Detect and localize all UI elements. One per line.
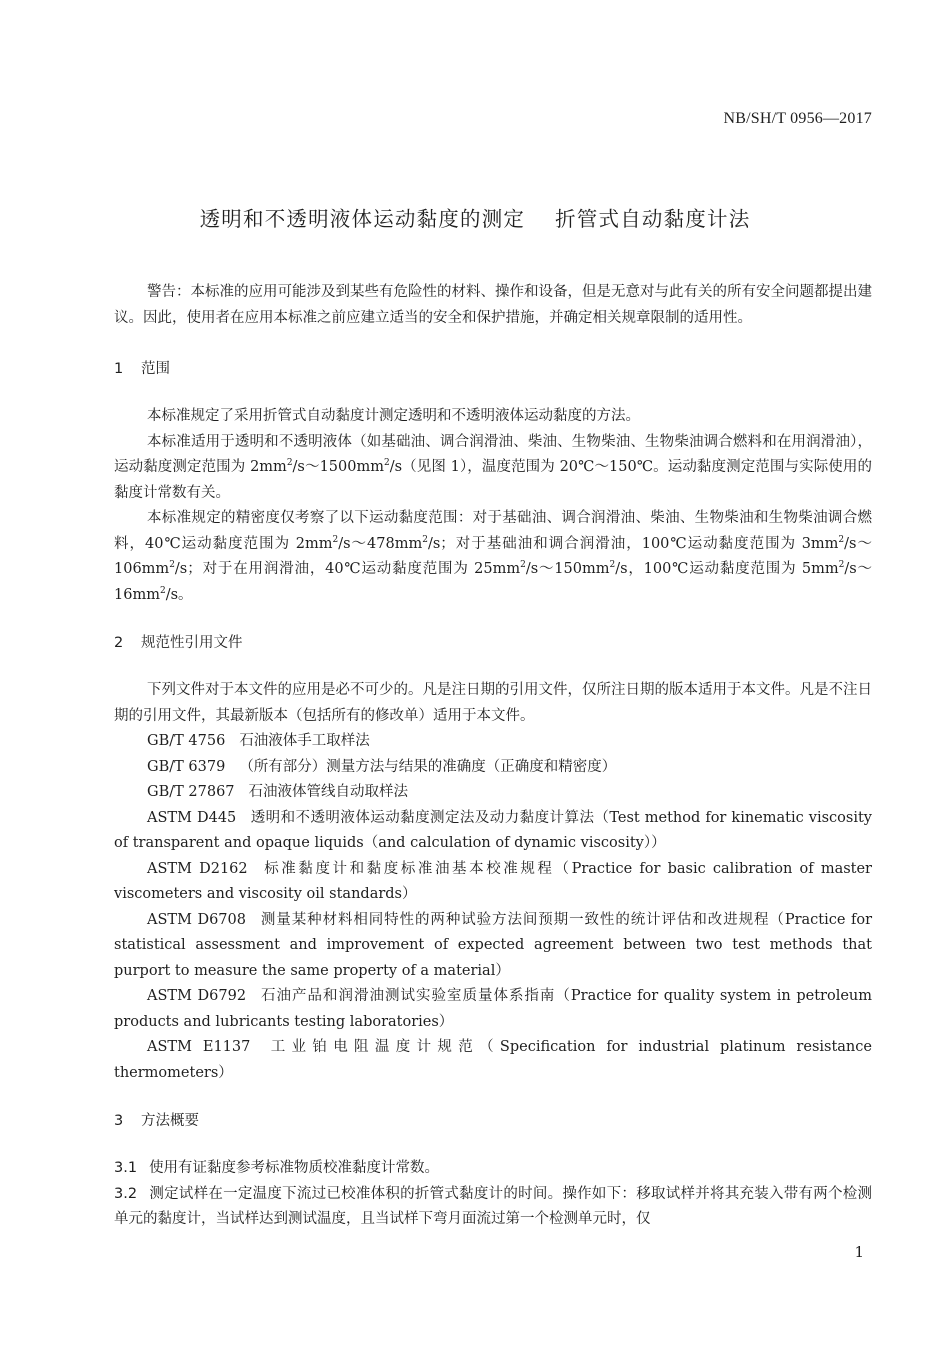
warning-paragraph: 警告：本标准的应用可能涉及到某些有危险性的材料、操作和设备，但是无意对与此有关的所有安全问题都提出建议。因此，使用者在应用本标准之前应建立适当的安全和保护措施，并确定相关规章限制的适用性。 (114, 284, 872, 326)
scope-paragraph-3: 本标准规定的精密度仅考察了以下运动黏度范围：对于基础油、调合润滑油、柴油、生物柴油和生物柴油调合燃料，40℃运动黏度范围为 $2mm^2/s\sim 478mm^2/s$；对于基础油和调合润滑油，100℃运动黏度范围为 $3mm^2/s\sim 106mm^2/s$；对于在用润滑油，40℃运动黏度范围为 $25mm^2/s\sim 150mm^2/s$，100℃运动黏度范围为 $5mm^2/s\sim 16mm^2/s$。 (114, 510, 872, 603)
normative-intro: 下列文件对于本文件的应用是必不可少的。凡是注日期的引用文件，仅所注日期的版本适用于本文件。凡是不注日期的引用文件，其最新版本（包括所有的修改单）适用于本文件。 (114, 682, 872, 724)
reference-code: ASTM D445 (147, 809, 237, 826)
reference-item (114, 806, 872, 857)
section-heading-normative (114, 631, 872, 656)
scope-paragraph-2: 本标准适用于透明和不透明液体（如基础油、调合润滑油、柴油、生物柴油、生物柴油调合燃料和在用润滑油），运动黏度测定范围为 $2mm^2/s\sim 1500mm^2/s$（见图 1），温度范围为 20℃～150℃。运动黏度测定范围与实际使用的黏度计常数有关。 (114, 433, 872, 501)
reference-code: GB/T 4756 (147, 733, 226, 749)
section-number: 3 (114, 1113, 124, 1129)
reference-title: 工业铂电阻温度计规范（Specification for industrial platinum resistance thermometers） (114, 1039, 872, 1081)
title-part-1: 透明和不透明液体运动黏度的测定 (199, 207, 526, 231)
document-body (114, 280, 872, 1233)
clause-text: 测定试样在一定温度下流过已校准体积的折管式黏度计的时间。操作如下：移取试样并将其充装入带有两个检测单元的黏度计，当试样达到测试温度，且当试样下弯月面流过第一个检测单元时，仅 (114, 1185, 872, 1227)
standard-code: NB/SH/T 0956—2017 (723, 110, 872, 127)
reference-item (114, 908, 872, 985)
reference-title: 标准黏度计和黏度标准油基本校准规程（Practice for basic calibration of master viscometers and viscosity oil standards） (114, 860, 872, 902)
reference-item (114, 984, 872, 1035)
reference-item (114, 729, 872, 755)
reference-title: 测量某种材料相同特性的两种试验方法间预期一致性的统计评估和改进规程（Practice for statistical assessment and improvement of expected agreement between two test methods that purport to measure the same property of a material） (114, 911, 872, 979)
reference-code: ASTM D6792 (147, 988, 247, 1004)
reference-code: ASTM E1137 (147, 1039, 251, 1055)
section-title: 方法概要 (141, 1113, 199, 1129)
scope-paragraph-1: 本标准规定了采用折管式自动黏度计测定透明和不透明液体运动黏度的方法。 (147, 408, 640, 424)
reference-code: GB/T 27867 (147, 784, 235, 800)
section-heading-method (114, 1109, 872, 1134)
reference-item (114, 755, 872, 781)
page-title (0, 202, 950, 232)
reference-code: ASTM D2162 (147, 860, 248, 877)
reference-item (114, 780, 872, 806)
section-title: 范围 (141, 361, 170, 377)
reference-item (114, 857, 872, 908)
clause-3-1 (114, 1156, 872, 1182)
reference-title: 石油液体手工取样法 (239, 733, 370, 749)
section-number: 1 (114, 361, 124, 377)
reference-title: 石油液体管线自动取样法 (248, 784, 409, 800)
clause-number: 3.1 (114, 1160, 138, 1176)
reference-item (114, 1035, 872, 1086)
section-heading-scope (114, 357, 872, 382)
title-part-2: 折管式自动黏度计法 (555, 207, 751, 231)
page-number: 1 (854, 1243, 864, 1261)
reference-title: 透明和不透明液体运动黏度测定法及动力黏度计算法（Test method for kinematic viscosity of transparent and opaque liquids（and calculation of dynamic viscosity）） (114, 809, 872, 851)
clause-number: 3.2 (114, 1185, 138, 1202)
clause-text: 使用有证黏度参考标准物质校准黏度计常数。 (149, 1160, 440, 1176)
section-title: 规范性引用文件 (141, 635, 243, 651)
reference-code: GB/T 6379 (147, 758, 226, 775)
section-number: 2 (114, 635, 124, 651)
reference-title: （所有部分）测量方法与结果的准确度（正确度和精密度） (239, 758, 617, 775)
clause-3-2 (114, 1182, 872, 1233)
reference-code: ASTM D6708 (147, 911, 246, 928)
reference-title: 石油产品和润滑油测试实验室质量体系指南（Practice for quality system in petroleum products and lubricants testing laboratories） (114, 988, 872, 1030)
